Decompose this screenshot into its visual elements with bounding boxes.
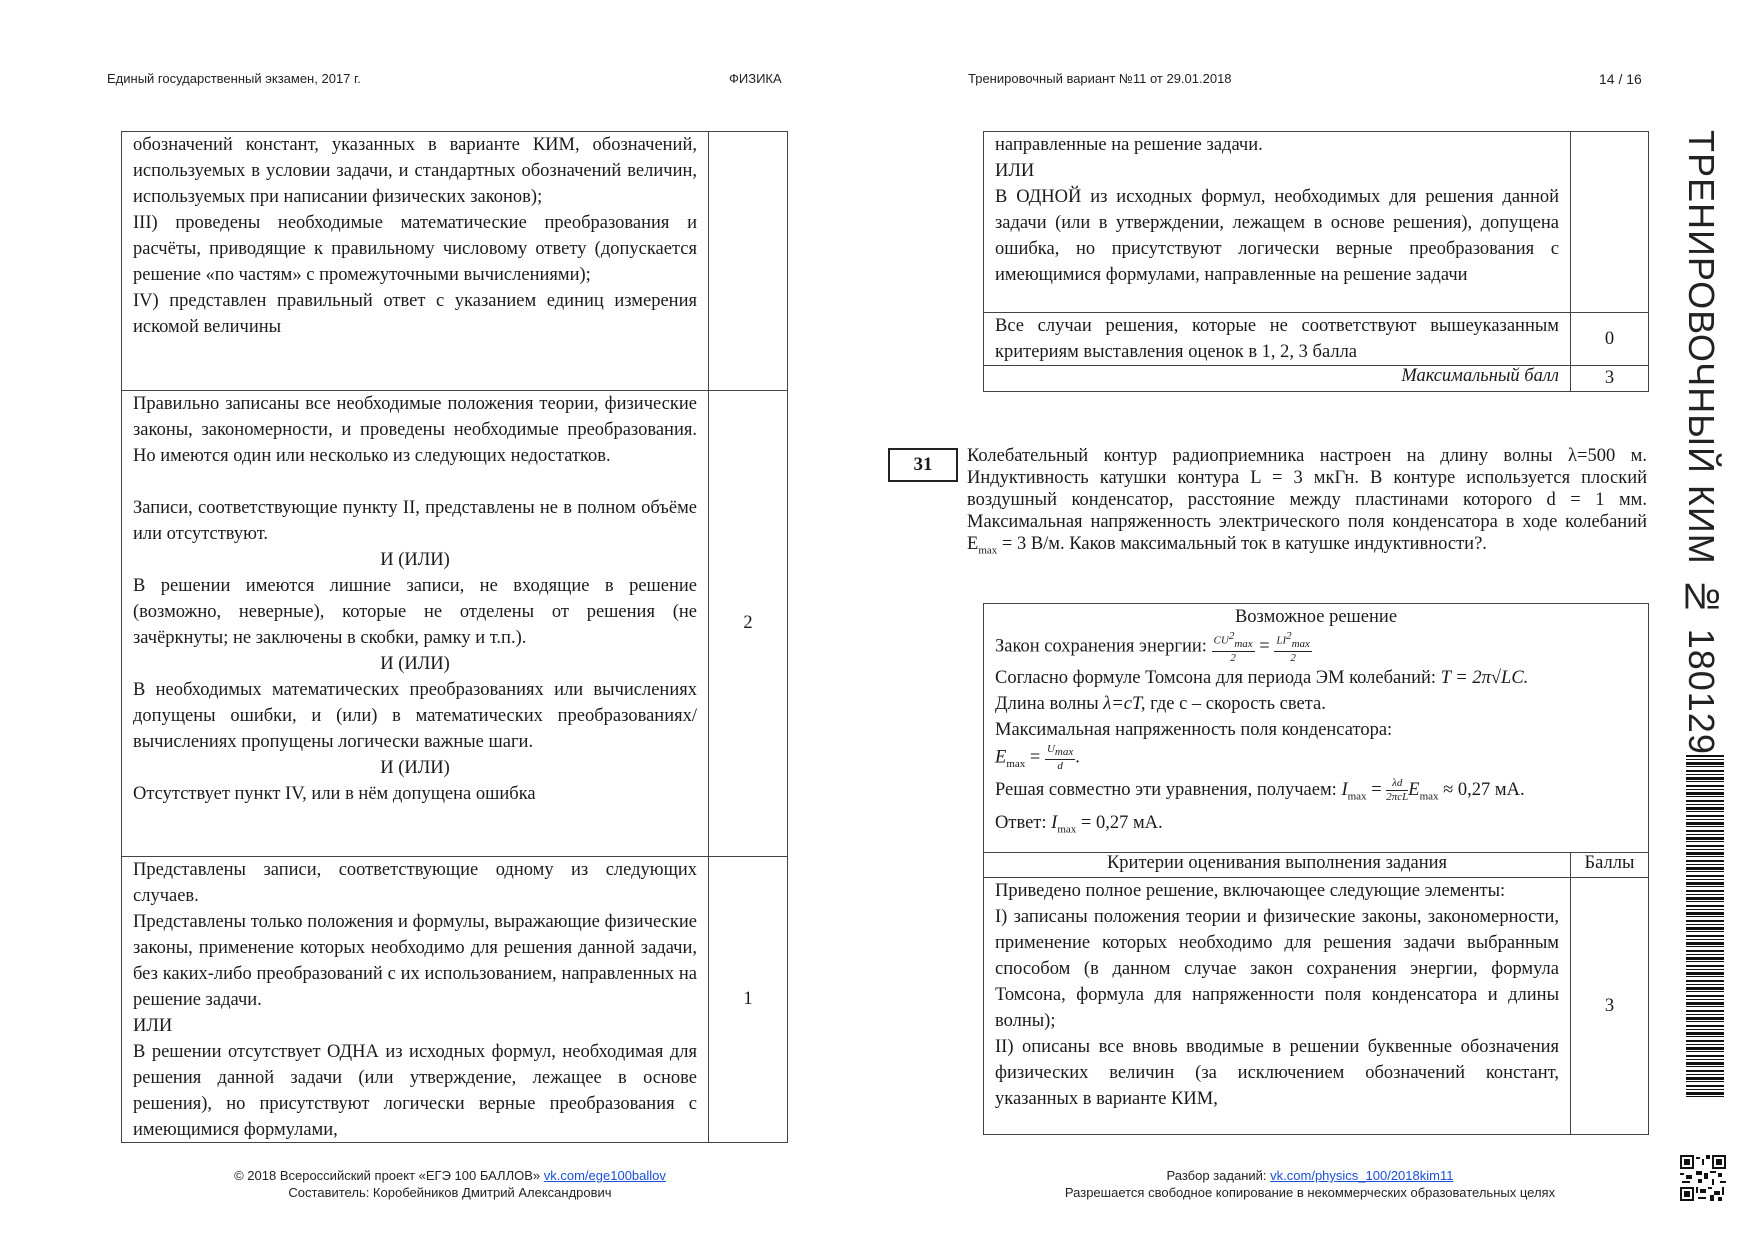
max-score-label: Максимальный балл [984, 366, 1571, 392]
task-text: Колебательный контур радиоприемника настроен на длину волны λ=500 м. Индуктивность катушки контура L = 3 мкГн. В контуре используется плоский воздушный конденсатор, расстояние между пластинами которого d = 1 мм. Максимальная напряженность электрического поля конденсатора в ходе колебаний E [967, 446, 1647, 554]
criteria-row [984, 313, 1649, 366]
criteria-text: IV) представлен правильный ответ с указанием единиц измерения искомой величины [133, 291, 697, 337]
criteria-row [984, 878, 1649, 1135]
qr-code-image [1680, 1155, 1726, 1201]
variant-title: Тренировочный вариант №11 от 29.01.2018 [968, 71, 1232, 86]
or-label: ИЛИ [995, 161, 1035, 181]
criteria-header-row [984, 853, 1649, 878]
project-link[interactable]: vk.com/ege100ballov [543, 1168, 666, 1183]
solution-title: Возможное решение [1234, 607, 1398, 627]
solution-row [984, 604, 1649, 853]
analysis-label: Разбор заданий: [1166, 1168, 1267, 1183]
criteria-text: I) записаны положения теории и физические законы, закономерности, применение которых необходимо для решения задачи выбранным способом (в данном случае закон сохранения энергии, формула Томсона, формула для напряженности поля конденсатора и длины волны); [995, 907, 1559, 1031]
fraction: $\frac{CU^2_{max}}{2}$ [1213, 630, 1253, 664]
side-title: ТРЕНИРОВОЧНЫЙ КИМ № 180129 [1681, 130, 1722, 755]
page-number: 14 / 16 [1599, 71, 1642, 87]
subscript: max [978, 544, 998, 557]
or-label: И (ИЛИ) [380, 550, 450, 570]
task-number-box: 31 [888, 448, 958, 482]
criteria-text: Правильно записаны все необходимые положения теории, физические законы, закономерности, и проведены необходимые преобразования. Но имеются один или несколько из следующих недостатков. [133, 394, 697, 466]
license-text: Разрешается свободное копирование в некоммерческих образовательных целях [1064, 1185, 1556, 1200]
score-value: 3 [1571, 878, 1649, 1135]
or-label: И (ИЛИ) [380, 758, 450, 778]
criteria-table-right-top [983, 131, 1649, 392]
max-score-row [984, 366, 1649, 392]
criteria-row [984, 132, 1649, 313]
or-label: ИЛИ [133, 1016, 173, 1036]
energy-law-line: Закон сохранения энергии: $\frac{CU^2_{max}}{2}$ = $\frac{LI^2_{max}}{2}$ [995, 630, 1310, 664]
score-value: 2 [709, 391, 788, 857]
criteria-table-left [121, 131, 788, 1143]
score-value: 1 [709, 857, 788, 1143]
efield-formula: $E_{max}$ = $\frac{U_{max}}{d}$ . [995, 742, 1080, 773]
solution-table [983, 603, 1649, 1135]
footer-left [170, 1167, 730, 1201]
task-statement [967, 445, 1647, 562]
score-header: Баллы [1571, 853, 1649, 878]
criteria-text: II) описаны все вновь вводимые в решении буквенные обозначения физических величин (за исключением обозначений констант, указанных в варианте КИМ, [995, 1037, 1559, 1109]
criteria-row [122, 132, 788, 391]
criteria-row [122, 391, 788, 857]
task-text: = 3 В/м. Каков максимальный ток в катушке индуктивности?. [997, 534, 1487, 554]
copyright-text: © 2018 Всероссийский проект «ЕГЭ 100 БАЛЛОВ» [234, 1168, 541, 1183]
criteria-text: В ОДНОЙ из исходных формул, необходимых для решения данной задачи (или в утверждении, лежащем в основе решения), допущена ошибка, но присутствуют логически верные преобразования с имеющимися формулами, направленные на решение задачи [995, 187, 1559, 285]
criteria-text: В решении имеются лишние записи, не входящие в решение (возможно, неверные), которые не отделены от решения (не зачёркнуты; не заключены в скобки, рамку и т.п.). [133, 576, 697, 648]
barcode-image [1686, 755, 1724, 1100]
or-label: И (ИЛИ) [380, 654, 450, 674]
exam-title: Единый государственный экзамен, 2017 г. [107, 71, 361, 86]
criteria-text: обозначений констант, указанных в варианте КИМ, обозначений, используемых в условии задачи, и стандартных обозначений величин, используемых при написании физических законов); [133, 135, 697, 207]
answer-line: Ответ: $I_{max} = 0,27$ мА. [995, 812, 1163, 836]
subject-title: ФИЗИКА [729, 71, 782, 86]
criteria-row [122, 857, 788, 1143]
criteria-header: Критерии оценивания выполнения задания [984, 853, 1571, 878]
criteria-text: Отсутствует пункт IV, или в нём допущена ошибка [133, 784, 536, 804]
criteria-text: Представлены записи, соответствующие одному из следующих случаев. [133, 860, 697, 906]
criteria-text: В необходимых математических преобразованиях или вычислениях допущены ошибки, и (или) в математических преобразованиях/ вычислениях пропущены логически важные шаги. [133, 680, 697, 752]
efield-label: Максимальная напряженность поля конденсатора: [995, 719, 1393, 740]
max-score-value: 3 [1571, 366, 1649, 392]
criteria-text: Представлены только положения и формулы, выражающие физические законы, применение которых необходимо для решения данной задачи, без каких-либо преобразований с их использованием, направленных на решение задачи. [133, 912, 697, 1010]
score-value: 0 [1571, 313, 1649, 366]
thomson-line: Согласно формуле Томсона для периода ЭМ колебаний: T = 2π√LC. [995, 667, 1529, 688]
criteria-text: III) проведены необходимые математические преобразования и расчёты, приводящие к правильному числовому ответу (допускается решение «по частям» с промежуточными вычислениями); [133, 213, 697, 285]
wavelength-line: Длина волны λ=cT, где с – скорость света. [995, 693, 1326, 714]
criteria-text: Все случаи решения, которые не соответствуют вышеуказанным критериям выставления оценок в 1, 2, 3 балла [995, 316, 1559, 362]
criteria-text: Приведено полное решение, включающее следующие элементы: [995, 881, 1506, 901]
result-line: Решая совместно эти уравнения, получаем: $I_{max}$ = $\frac{\lambda d}{\text{2πcL}}$ $E_{max} \approx 0,27$ мА. [995, 777, 1525, 804]
analysis-link[interactable]: vk.com/physics_100/2018kim11 [1270, 1168, 1454, 1183]
author-text: Составитель: Коробейников Дмитрий Александрович [288, 1185, 612, 1200]
footer-right [1000, 1167, 1620, 1201]
criteria-text: направленные на решение задачи. [995, 135, 1263, 155]
criteria-text: Записи, соответствующие пункту II, представлены не в полном объёме или отсутствуют. [133, 498, 697, 544]
fraction: $\frac{LI^2_{max}}{2}$ [1276, 630, 1310, 664]
criteria-text: В решении отсутствует ОДНА из исходных формул, необходимая для решения данной задачи (или утверждение, лежащее в основе решения), но присутствуют логически верные преобразования с имеющимися формулами, [133, 1042, 697, 1140]
